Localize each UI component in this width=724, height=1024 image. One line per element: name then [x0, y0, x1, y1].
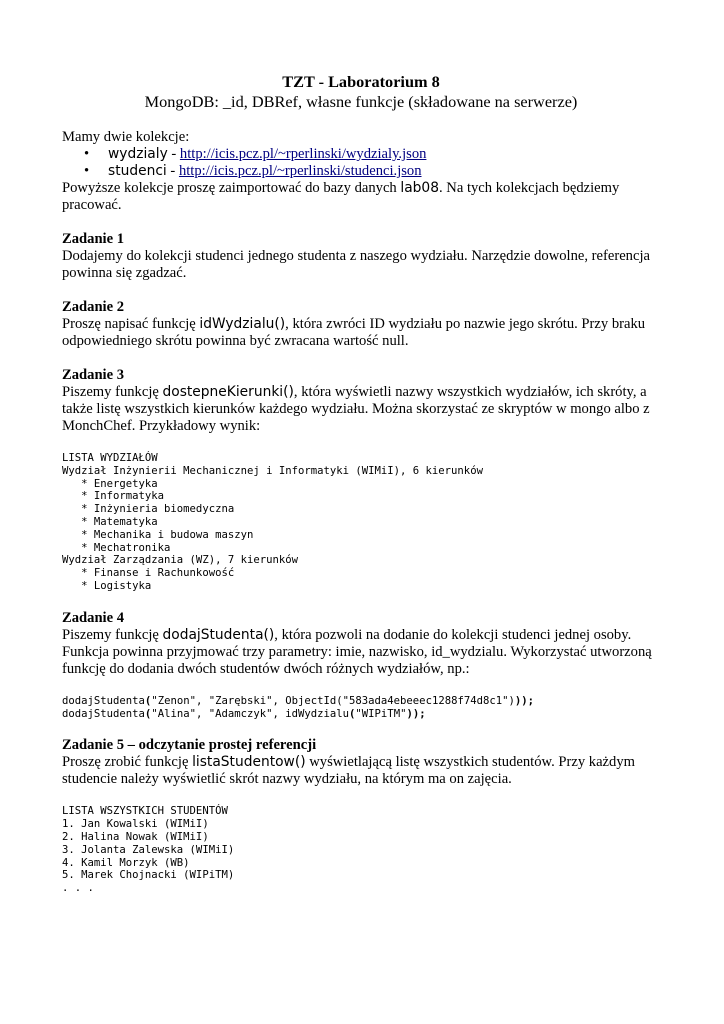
page-subtitle: MongoDB: _id, DBRef, własne funkcje (składowane na serwerze) — [144, 92, 578, 111]
code-paren: ( — [349, 707, 356, 720]
code-line: . . . — [62, 882, 94, 895]
code-example — [62, 452, 660, 593]
task-text-pre: Piszemy funkcję — [62, 384, 163, 400]
code-line: * Logistyka — [62, 579, 152, 592]
code-args: "Zenon", "Zarębski", ObjectId("583ada4ebeeec1288f74d8c1") — [151, 694, 515, 707]
list-item — [62, 146, 660, 163]
task-text: Dodajemy do kolekcji studenci jednego studenta z naszego wydziału. Narzędzie dowolne, referencja powinna się zgadzać. — [62, 248, 650, 281]
task-3 — [62, 367, 660, 593]
code-line: 2. Halina Nowak (WIMiI) — [62, 830, 209, 843]
code-line: Wydział Inżynierii Mechanicznej i Informatyki (WIMiI), 6 kierunków — [62, 464, 483, 477]
intro-text: Mamy dwie kolekcje: — [62, 129, 190, 145]
code-line: * Finanse i Rachunkowość — [62, 567, 235, 580]
studenci-link[interactable]: http://icis.pcz.pl/~rperlinski/studenci.json — [178, 163, 422, 179]
task-text-post: , która zwróci ID wydziału po nazwie jego skrótu. Przy braku odpowiedniego skrótu powinna być zwracana wartość null. — [62, 316, 646, 349]
code-line: 3. Jolanta Zalewska (WIMiI) — [62, 843, 235, 856]
code-example — [62, 805, 660, 895]
code-example — [62, 695, 660, 721]
code-line: * Matematyka — [62, 515, 158, 528]
task-heading: Zadanie 5 – odczytanie prostej referencji — [62, 737, 317, 754]
code-paren: )); — [406, 707, 426, 720]
bullet-icon: • — [84, 163, 90, 179]
task-text-post: , która pozwoli na dodanie do kolekcji studenci jednej osoby. Funkcja powinna przyjmować trzy parametry: imie, nazwisko, id_wydzialu. Wykorzystać utworzoną funkcję do dodania dwóch studentów dwóch różnych wydziałów, np.: — [62, 626, 652, 677]
bullet-icon: • — [84, 146, 90, 162]
code-line: LISTA WYDZIAŁÓW — [62, 452, 158, 464]
task-heading: Zadanie 1 — [62, 231, 125, 247]
code-line: * Energetyka — [62, 477, 158, 490]
code-line: * Mechatronika — [62, 541, 171, 554]
import-text-pre: Powyższe kolekcje proszę zaimportować do bazy danych — [62, 180, 401, 196]
function-name: listaStudentow() — [192, 754, 306, 771]
database-name: lab08 — [400, 180, 439, 196]
code-paren: )); — [514, 694, 534, 707]
code-line: * Informatyka — [62, 490, 165, 503]
separator: - — [166, 163, 179, 179]
function-name: dostepneKierunki() — [162, 384, 294, 400]
task-heading: Zadanie 4 — [62, 609, 125, 626]
task-text — [62, 384, 660, 435]
function-name: dodajStudenta() — [162, 626, 275, 643]
page-title: TZT - Laboratorium 8 — [282, 72, 440, 91]
code-line: * Mechanika i budowa maszyn — [62, 528, 254, 541]
code-args: "WIPiTM" — [355, 707, 407, 720]
task-1 — [62, 231, 660, 282]
wydzialy-link[interactable]: http://icis.pcz.pl/~rperlinski/wydzialy.json — [179, 146, 427, 162]
task-text-post: wyświetlającą listę wszystkich studentów. Przy każdym studencie należy wyświetlić skrót nazwy wydziału, na którym ma on zajęcia. — [62, 754, 635, 788]
code-line: 1. Jan Kowalski (WIMiI) — [62, 818, 209, 831]
task-text-pre: Proszę napisać funkcję — [62, 316, 200, 332]
code-line — [62, 708, 660, 721]
code-line — [62, 695, 660, 708]
code-args: "Alina", "Adamczyk", idWydzialu — [151, 707, 350, 720]
task-2 — [62, 299, 660, 350]
code-paren: ( — [144, 707, 152, 720]
task-text-post: , która wyświetli nazwy wszystkich wydziałów, ich skróty, a także listę wszystkich kierunków każdego wydziału. Można skorzystać ze skryptów w mongo albo z MonchChef. Przykładowy wynik: — [62, 384, 650, 434]
code-line: 5. Marek Chojnacki (WIPiTM) — [62, 869, 235, 882]
task-text — [62, 627, 660, 678]
code-fn: dodajStudenta — [62, 694, 145, 707]
collection-name: studenci — [108, 163, 167, 179]
code-line: Wydział Zarządzania (WZ), 7 kierunków — [62, 554, 298, 567]
code-paren: ( — [144, 694, 152, 707]
import-text-post: . Na tych kolekcjach będziemy pracować. — [62, 180, 620, 213]
task-text — [62, 316, 660, 350]
task-heading: Zadanie 3 — [62, 367, 125, 383]
task-text-pre: Piszemy funkcję — [62, 626, 163, 643]
code-line: * Inżynieria biomedyczna — [62, 503, 235, 516]
task-text-pre: Proszę zrobić funkcję — [62, 754, 193, 771]
document-page — [62, 72, 660, 895]
task-5 — [62, 737, 660, 895]
import-text — [62, 180, 660, 214]
task-text — [62, 754, 660, 788]
list-item — [62, 163, 660, 180]
collection-name: wydzialy — [108, 146, 168, 162]
collections-list — [62, 146, 660, 180]
code-line: LISTA WSZYSTKICH STUDENTÓW — [62, 805, 228, 818]
function-name: idWydzialu() — [199, 316, 286, 332]
task-4 — [62, 610, 660, 721]
task-heading: Zadanie 2 — [62, 299, 125, 315]
code-line: 4. Kamil Morzyk (WB) — [62, 856, 190, 869]
separator: - — [167, 146, 180, 162]
code-fn: dodajStudenta — [62, 707, 145, 720]
